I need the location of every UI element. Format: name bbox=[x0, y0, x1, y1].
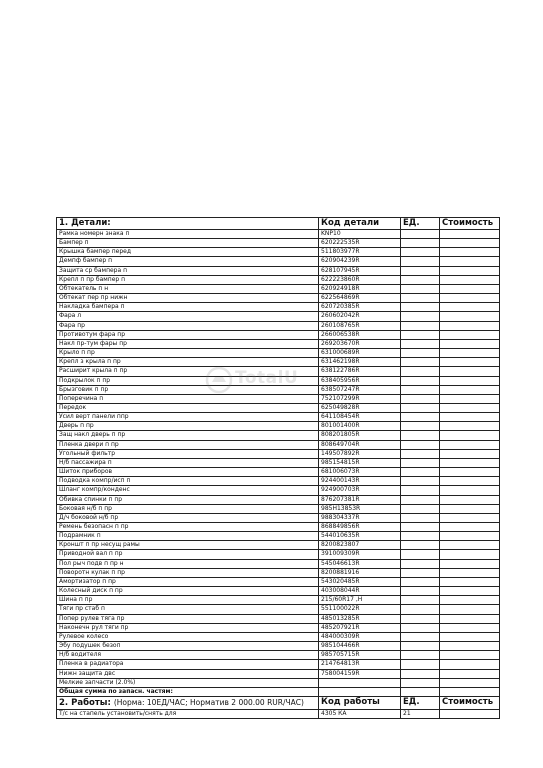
part-code: 485207921R bbox=[319, 623, 401, 632]
part-unit bbox=[401, 349, 440, 358]
part-code: 620904239R bbox=[319, 257, 401, 266]
part-row bbox=[57, 394, 500, 403]
part-name: Н/б водителя bbox=[57, 651, 319, 660]
labor-section-title-cell bbox=[57, 696, 319, 709]
part-name: Д/ч боковой н/б пр bbox=[57, 513, 319, 522]
part-row bbox=[57, 266, 500, 275]
part-code: 752107299R bbox=[319, 394, 401, 403]
part-row bbox=[57, 486, 500, 495]
part-code: 758004159R bbox=[319, 669, 401, 678]
part-cost bbox=[440, 458, 500, 467]
part-unit bbox=[401, 294, 440, 303]
part-unit bbox=[401, 468, 440, 477]
part-row bbox=[57, 632, 500, 641]
part-code: 620222535R bbox=[319, 239, 401, 248]
part-cost bbox=[440, 376, 500, 385]
part-code: 801001400R bbox=[319, 422, 401, 431]
part-code: 876207381R bbox=[319, 495, 401, 504]
part-unit bbox=[401, 403, 440, 412]
part-name: Рамка номерн знака п bbox=[57, 230, 319, 239]
part-name: Поперечина п bbox=[57, 394, 319, 403]
part-row bbox=[57, 504, 500, 513]
part-row bbox=[57, 257, 500, 266]
part-cost bbox=[440, 523, 500, 532]
part-row bbox=[57, 541, 500, 550]
part-code: 808649704R bbox=[319, 440, 401, 449]
part-row bbox=[57, 458, 500, 467]
part-row bbox=[57, 523, 500, 532]
part-cost bbox=[440, 230, 500, 239]
part-code: 622564869R bbox=[319, 294, 401, 303]
part-cost bbox=[440, 669, 500, 678]
part-cost bbox=[440, 486, 500, 495]
part-row bbox=[57, 239, 500, 248]
part-row bbox=[57, 605, 500, 614]
part-name: Защита ср бампера п bbox=[57, 266, 319, 275]
parts-total-label: Общая сумма по запасн. частям: bbox=[57, 687, 319, 696]
part-cost bbox=[440, 294, 500, 303]
part-unit bbox=[401, 669, 440, 678]
part-name: Ремень безопасн п пр bbox=[57, 523, 319, 532]
part-code: 8200823807 bbox=[319, 541, 401, 550]
part-name: Мелкие запчасти (2.0%) bbox=[57, 678, 319, 687]
part-unit bbox=[401, 275, 440, 284]
part-code: 631000689R bbox=[319, 349, 401, 358]
part-row bbox=[57, 321, 500, 330]
part-row bbox=[57, 651, 500, 660]
part-code: 260602042R bbox=[319, 312, 401, 321]
part-row bbox=[57, 376, 500, 385]
part-row bbox=[57, 284, 500, 293]
part-name: Дверь п пр bbox=[57, 422, 319, 431]
labor-row bbox=[57, 709, 500, 718]
part-cost bbox=[440, 239, 500, 248]
part-unit bbox=[401, 587, 440, 596]
part-unit bbox=[401, 385, 440, 394]
part-row bbox=[57, 477, 500, 486]
part-cost bbox=[440, 266, 500, 275]
part-row bbox=[57, 248, 500, 257]
part-name: Крыло п пр bbox=[57, 349, 319, 358]
parts-total-code bbox=[319, 687, 401, 696]
part-cost bbox=[440, 449, 500, 458]
part-name: Пленка двери п пр bbox=[57, 440, 319, 449]
part-cost bbox=[440, 248, 500, 257]
part-name: Боковая н/б п пр bbox=[57, 504, 319, 513]
part-row bbox=[57, 403, 500, 412]
part-name: Попер рулев тяга пр bbox=[57, 614, 319, 623]
part-cost bbox=[440, 632, 500, 641]
labor-norm-text: (Норма: 10ЕД/ЧАС; Норматив 2 000.00 RUR/ЧАС) bbox=[113, 697, 304, 707]
part-cost bbox=[440, 339, 500, 348]
parts-total-row bbox=[57, 687, 500, 696]
part-unit bbox=[401, 394, 440, 403]
part-cost bbox=[440, 321, 500, 330]
part-unit bbox=[401, 248, 440, 257]
part-cost bbox=[440, 284, 500, 293]
part-name: Пленка в радиатора bbox=[57, 660, 319, 669]
part-row bbox=[57, 468, 500, 477]
part-unit bbox=[401, 257, 440, 266]
labor-code-header: Код работы bbox=[319, 696, 401, 709]
part-cost bbox=[440, 559, 500, 568]
part-cost bbox=[440, 349, 500, 358]
parts-total-unit bbox=[401, 687, 440, 696]
part-unit bbox=[401, 568, 440, 577]
part-row bbox=[57, 577, 500, 586]
part-code: 625049828R bbox=[319, 403, 401, 412]
part-row bbox=[57, 513, 500, 522]
part-code: 924400143R bbox=[319, 477, 401, 486]
labor-code: 4305 КА bbox=[319, 709, 401, 718]
part-row bbox=[57, 642, 500, 651]
part-name: Обтекатель п н bbox=[57, 284, 319, 293]
part-name: Эбу подушек безоп bbox=[57, 642, 319, 651]
part-unit bbox=[401, 440, 440, 449]
part-unit bbox=[401, 312, 440, 321]
part-cost bbox=[440, 605, 500, 614]
part-unit bbox=[401, 614, 440, 623]
part-code: 681006073R bbox=[319, 468, 401, 477]
part-cost bbox=[440, 385, 500, 394]
part-unit bbox=[401, 284, 440, 293]
part-code: 149507892R bbox=[319, 449, 401, 458]
part-unit bbox=[401, 303, 440, 312]
part-name: Поворотн кулак п пр bbox=[57, 568, 319, 577]
estimate-table-body bbox=[57, 218, 500, 719]
part-unit bbox=[401, 266, 440, 275]
part-row bbox=[57, 358, 500, 367]
labor-unit-header: ЕД. bbox=[401, 696, 440, 709]
part-name: Защ накл дверь п пр bbox=[57, 431, 319, 440]
part-code: 988304337R bbox=[319, 513, 401, 522]
part-cost bbox=[440, 495, 500, 504]
part-unit bbox=[401, 513, 440, 522]
part-cost bbox=[440, 577, 500, 586]
part-cost bbox=[440, 660, 500, 669]
part-code: 8200881916 bbox=[319, 568, 401, 577]
part-cost bbox=[440, 532, 500, 541]
labor-units: 21 bbox=[401, 709, 440, 718]
part-unit bbox=[401, 541, 440, 550]
parts-total-cost bbox=[440, 687, 500, 696]
part-name: Обивка спинки п пр bbox=[57, 495, 319, 504]
part-name: Нижн защита двс bbox=[57, 669, 319, 678]
part-row bbox=[57, 495, 500, 504]
part-row bbox=[57, 623, 500, 632]
part-code: 985104466R bbox=[319, 642, 401, 651]
part-name: Крышка бампер перед bbox=[57, 248, 319, 257]
part-code: 545046613R bbox=[319, 559, 401, 568]
part-code: 551100022R bbox=[319, 605, 401, 614]
part-name: Фара пр bbox=[57, 321, 319, 330]
part-row bbox=[57, 422, 500, 431]
part-row bbox=[57, 669, 500, 678]
part-code: 543020485R bbox=[319, 577, 401, 586]
part-name: Шланг компр/конденс bbox=[57, 486, 319, 495]
part-row bbox=[57, 413, 500, 422]
part-name: Усил верт панели ппр bbox=[57, 413, 319, 422]
parts-code-header: Код детали bbox=[319, 218, 401, 230]
part-unit bbox=[401, 358, 440, 367]
part-unit bbox=[401, 330, 440, 339]
part-name: Шина п пр bbox=[57, 596, 319, 605]
part-cost bbox=[440, 513, 500, 522]
part-row bbox=[57, 294, 500, 303]
labor-cost-header: Стоимость bbox=[440, 696, 500, 709]
part-unit bbox=[401, 678, 440, 687]
part-code: 868849856R bbox=[319, 523, 401, 532]
part-unit bbox=[401, 431, 440, 440]
parts-header-row bbox=[57, 218, 500, 230]
part-code: 628107945R bbox=[319, 266, 401, 275]
part-name: Крепл п пр бампер п bbox=[57, 275, 319, 284]
part-cost bbox=[440, 431, 500, 440]
part-unit bbox=[401, 632, 440, 641]
parts-section-title: 1. Детали: bbox=[57, 218, 319, 230]
part-unit bbox=[401, 495, 440, 504]
part-cost bbox=[440, 394, 500, 403]
part-cost bbox=[440, 403, 500, 412]
part-code: 638122786R bbox=[319, 367, 401, 376]
part-row bbox=[57, 660, 500, 669]
part-code: 638405956R bbox=[319, 376, 401, 385]
part-unit bbox=[401, 376, 440, 385]
part-name: Фара л bbox=[57, 312, 319, 321]
part-cost bbox=[440, 477, 500, 486]
part-unit bbox=[401, 239, 440, 248]
part-cost bbox=[440, 587, 500, 596]
part-name: Пол рыч подв п пр н bbox=[57, 559, 319, 568]
part-unit bbox=[401, 550, 440, 559]
part-row bbox=[57, 385, 500, 394]
part-cost bbox=[440, 257, 500, 266]
part-unit bbox=[401, 367, 440, 376]
part-unit bbox=[401, 577, 440, 586]
part-row bbox=[57, 330, 500, 339]
part-name: Бампер п bbox=[57, 239, 319, 248]
parts-unit-header: ЕД. bbox=[401, 218, 440, 230]
part-unit bbox=[401, 660, 440, 669]
part-row bbox=[57, 532, 500, 541]
part-unit bbox=[401, 596, 440, 605]
part-name: Расширит крыла п пр bbox=[57, 367, 319, 376]
part-row bbox=[57, 614, 500, 623]
labor-cost bbox=[440, 709, 500, 718]
part-code: 985705715R bbox=[319, 651, 401, 660]
part-cost bbox=[440, 550, 500, 559]
part-cost bbox=[440, 275, 500, 284]
part-code: 485013285R bbox=[319, 614, 401, 623]
part-unit bbox=[401, 339, 440, 348]
part-row bbox=[57, 275, 500, 284]
part-unit bbox=[401, 321, 440, 330]
part-name: Тяги пр стаб п bbox=[57, 605, 319, 614]
part-code: 403008044R bbox=[319, 587, 401, 596]
part-row bbox=[57, 550, 500, 559]
part-cost bbox=[440, 568, 500, 577]
part-cost bbox=[440, 596, 500, 605]
part-code: 620924918R bbox=[319, 284, 401, 293]
part-code: 808201805R bbox=[319, 431, 401, 440]
part-name: Подрамник п bbox=[57, 532, 319, 541]
part-code: 391009309R bbox=[319, 550, 401, 559]
part-name: Амортизатор п пр bbox=[57, 577, 319, 586]
part-cost bbox=[440, 678, 500, 687]
labor-header-row bbox=[57, 696, 500, 709]
part-unit bbox=[401, 623, 440, 632]
part-name: Наконечн рул тяги пр bbox=[57, 623, 319, 632]
part-name: Подводка компр/исп п bbox=[57, 477, 319, 486]
part-name: Передок bbox=[57, 403, 319, 412]
part-cost bbox=[440, 614, 500, 623]
part-unit bbox=[401, 559, 440, 568]
part-code: 641108454R bbox=[319, 413, 401, 422]
part-code: 511803977R bbox=[319, 248, 401, 257]
part-cost bbox=[440, 651, 500, 660]
part-row bbox=[57, 440, 500, 449]
part-name: Подкрылок п пр bbox=[57, 376, 319, 385]
part-row bbox=[57, 587, 500, 596]
part-code: 924900703R bbox=[319, 486, 401, 495]
part-row bbox=[57, 596, 500, 605]
part-unit bbox=[401, 458, 440, 467]
part-row bbox=[57, 449, 500, 458]
part-name: Накл пр-тум фары пр bbox=[57, 339, 319, 348]
part-cost bbox=[440, 422, 500, 431]
part-unit bbox=[401, 230, 440, 239]
part-code: 622223860R bbox=[319, 275, 401, 284]
part-name: Угольный фильтр bbox=[57, 449, 319, 458]
part-cost bbox=[440, 330, 500, 339]
part-code: 215/60R17 ,H bbox=[319, 596, 401, 605]
part-unit bbox=[401, 523, 440, 532]
part-name: Приводной вал п пр bbox=[57, 550, 319, 559]
part-name: Обтекат пер пр нижн bbox=[57, 294, 319, 303]
part-code: 631462198R bbox=[319, 358, 401, 367]
part-cost bbox=[440, 642, 500, 651]
part-row bbox=[57, 678, 500, 687]
part-name: Н/б пассажира п bbox=[57, 458, 319, 467]
part-code: 260108765R bbox=[319, 321, 401, 330]
part-unit bbox=[401, 486, 440, 495]
part-cost bbox=[440, 358, 500, 367]
watermark-text: TotalU bbox=[235, 368, 299, 388]
part-unit bbox=[401, 413, 440, 422]
part-cost bbox=[440, 303, 500, 312]
part-name: Накладка бампера п bbox=[57, 303, 319, 312]
part-unit bbox=[401, 504, 440, 513]
estimate-table bbox=[56, 217, 500, 719]
part-code: 544010635R bbox=[319, 532, 401, 541]
part-cost bbox=[440, 623, 500, 632]
part-row bbox=[57, 339, 500, 348]
part-cost bbox=[440, 312, 500, 321]
part-row bbox=[57, 349, 500, 358]
part-name: Шиток приборов bbox=[57, 468, 319, 477]
part-code: 269203670R bbox=[319, 339, 401, 348]
part-code: 985H13853R bbox=[319, 504, 401, 513]
part-name: Крепл з крыла п пр bbox=[57, 358, 319, 367]
part-code bbox=[319, 678, 401, 687]
part-cost bbox=[440, 440, 500, 449]
part-cost bbox=[440, 413, 500, 422]
part-unit bbox=[401, 642, 440, 651]
part-name: Колесный диск п пр bbox=[57, 587, 319, 596]
part-code: 985154815R bbox=[319, 458, 401, 467]
part-name: Рулевое колесо bbox=[57, 632, 319, 641]
part-code: 620720385R bbox=[319, 303, 401, 312]
part-unit bbox=[401, 449, 440, 458]
part-cost bbox=[440, 541, 500, 550]
part-row bbox=[57, 303, 500, 312]
part-code: 638507247R bbox=[319, 385, 401, 394]
part-cost bbox=[440, 504, 500, 513]
part-name: Кроншт п пр несущ рамы bbox=[57, 541, 319, 550]
part-cost bbox=[440, 468, 500, 477]
part-name: Брызговик п пр bbox=[57, 385, 319, 394]
part-row bbox=[57, 568, 500, 577]
part-row bbox=[57, 230, 500, 239]
part-code: 214764813R bbox=[319, 660, 401, 669]
part-cost bbox=[440, 367, 500, 376]
part-unit bbox=[401, 532, 440, 541]
part-row bbox=[57, 312, 500, 321]
part-unit bbox=[401, 422, 440, 431]
part-unit bbox=[401, 605, 440, 614]
part-code: 484000309R bbox=[319, 632, 401, 641]
part-code: 266006538R bbox=[319, 330, 401, 339]
part-name: Противотум фара пр bbox=[57, 330, 319, 339]
part-row bbox=[57, 431, 500, 440]
part-code: KNP10 bbox=[319, 230, 401, 239]
labor-section-title: 2. Работы: bbox=[59, 697, 111, 708]
labor-name: Т/с на стапель установить/снять для bbox=[57, 709, 319, 718]
part-unit bbox=[401, 651, 440, 660]
part-unit bbox=[401, 477, 440, 486]
parts-cost-header: Стоимость bbox=[440, 218, 500, 230]
part-name: Демпф бампер п bbox=[57, 257, 319, 266]
part-row bbox=[57, 367, 500, 376]
part-row bbox=[57, 559, 500, 568]
